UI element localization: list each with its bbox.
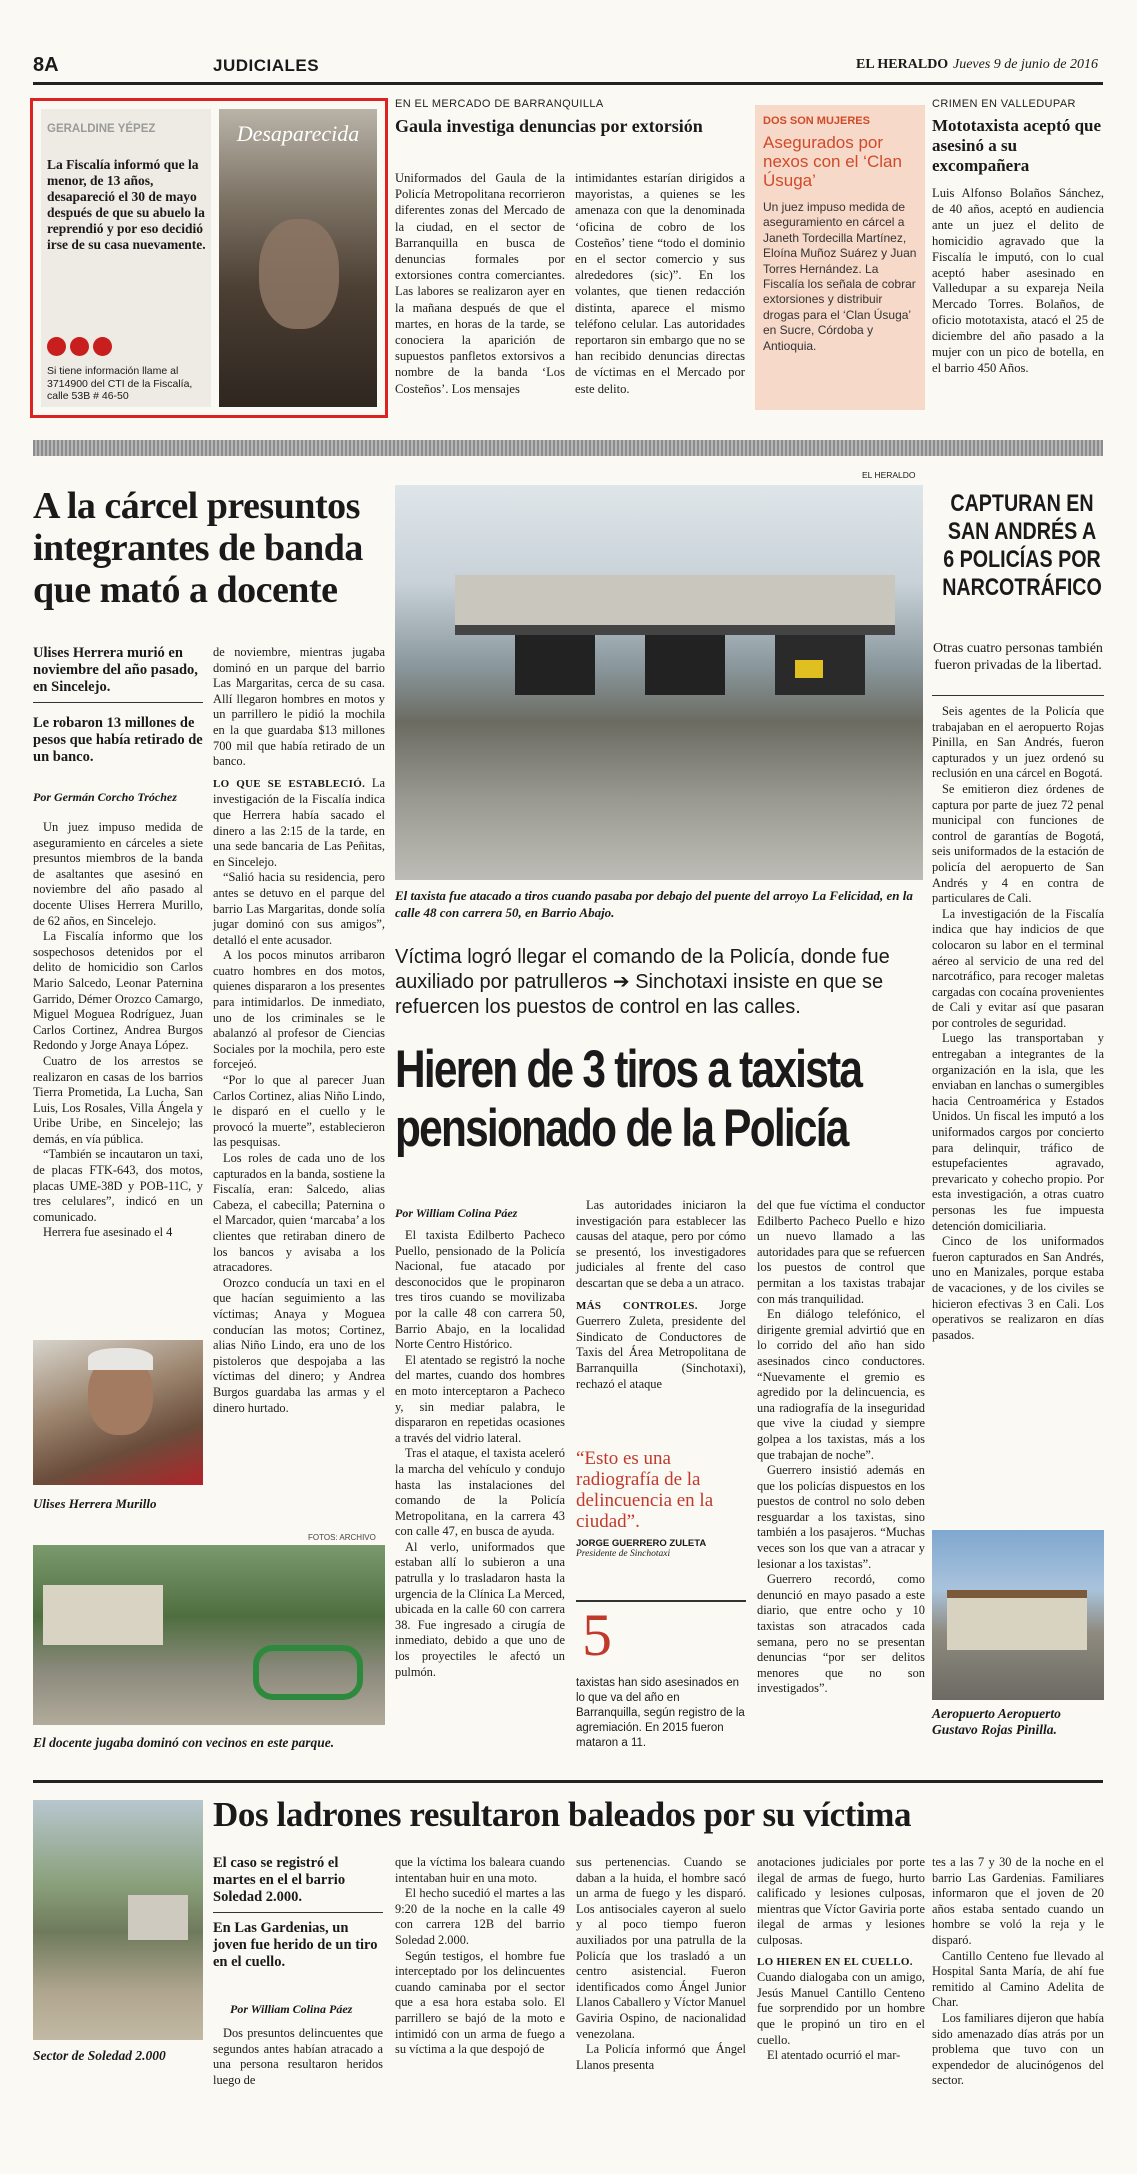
ladrones-byline: Por William Colina Páez: [230, 2002, 353, 2016]
issue-date: Jueves 9 de junio de 2016: [953, 57, 1099, 72]
taxista-c3c: Guerrero insistió además en que los policías dispuestos en los puestos de control no solo deben resguardar a los taxistas, sino también a los pasajeros. “Muchas veces son los que van a atracar y lesionar a los taxistas”.: [757, 1463, 925, 1571]
taxista-col3: [757, 1198, 925, 1697]
docente-col2: [213, 645, 385, 1416]
page-number: 8A: [33, 54, 59, 76]
docente-p5: Herrera fue asesinado el 4: [43, 1225, 173, 1240]
ladrones-c5c: Los familiares dijeron que había sido amenazado días atrás por un problema que tuvo con un expendedor de alucinógenos del sector.: [932, 2010, 1104, 2088]
docente-p1: Un juez impuso medida de aseguramiento en cárceles a siete presuntos miembros de la banda de asaltantes que asesinó en noviembre del año pasado al docente Ulises Herrera Murillo, de 62 años, en Sincelejo.: [33, 820, 203, 928]
stat-number: 5: [582, 1602, 612, 1668]
sanandres-sub: Otras cuatro personas también fueron privadas de la libertad.: [933, 641, 1103, 673]
clan-text: Un juez impuso medida de aseguramiento en cárcel a Janeth Tordecilla Martínez, Eloína Muñoz Suárez y Juan Torres Hernández. La Fiscalía los señala de cobrar extorsiones y distribuir drogas para el ‘Clan Úsuga’ en Sucre, Córdoba y Antioquia.: [763, 200, 917, 353]
gaula-col1: Uniformados del Gaula de la Policía Metropolitana recorrieron diferentes zonas del Mercado de la ciudad, en el sector de Barranquilla en busca de denuncias formales por extorsiones contra comerciantes. Las labores se realizaron ayer en la mañana después de que el martes, en horas de la tarde, se conociera la aparición de supuestos panfletos extorsivos a nombre de la banda ‘Los Costeños’. Los mensajes: [395, 171, 565, 396]
ladrones-c5b: Cantillo Centeno fue llevado al Hospital Santa María, de ahí fue remitido al Camino Adelita de Char.: [932, 1948, 1104, 2010]
clan-kicker: DOS SON MUJERES: [763, 115, 870, 127]
airport-caption: Aeropuerto Aeropuerto Gustavo Rojas Pinilla.: [932, 1706, 1061, 1737]
ladrones-col4: [757, 1855, 925, 2064]
ladrones-c2c: Según testigos, el hombre fue interceptado por los delincuentes cuando caminaba por el sector que a esa hora estaba solo. El parrillero se bajó de la moto e intimidó con un arma de fuego a su víctima a la que despojó de: [395, 1948, 565, 2057]
sanandres-p1: Seis agentes de la Policía que trabajaban en el aeropuerto Rojas Pinilla, en San Andrés, fueron capturados y un juez ordenó su reclusión en una cárcel en Bogotá.: [932, 704, 1104, 781]
park-caption: El docente jugaba dominó con vecinos en este parque.: [33, 1735, 335, 1750]
docente-title: A la cárcel presuntos integrantes de banda que mató a docente: [33, 485, 363, 611]
header-rule: [33, 82, 1103, 85]
pull-quote: [576, 1448, 746, 1559]
mail-icon: [70, 337, 89, 356]
sanandres-p5: Cinco de los uniformados fueron capturados en San Andrés, uno en Manizales, porque estaba de vacaciones, y de los civiles se hicieron efectivas 3 en Cali. Los operativos se realizaron en días pasados.: [932, 1234, 1104, 1342]
gaula-kicker: EN EL MERCADO DE BARRANQUILLA: [395, 98, 604, 110]
taxista-col2: [576, 1198, 746, 1392]
ladrones-summary-2: En Las Gardenias, un joven fue herido de un tiro en el cuello.: [213, 1920, 378, 1970]
phone-icon: [47, 337, 66, 356]
photo-credit: FOTOS: ARCHIVO: [308, 1533, 376, 1542]
missing-person-box: [30, 98, 388, 418]
sanandres-p2: Se emitieron diez órdenes de captura por parte de juez 72 penal municipal con funciones de control de garantías de Bogotá, seis uniformados de la estación de policía del aeropuerto de San Andrés y 4 en contra de particulares de Cali.: [932, 781, 1104, 906]
taxista-c3: del que fue víctima el conductor Edilberto Pacheco Puello e hizo un nuevo llamado a las autoridades para que se refuercen los puestos de control que permitan a los taxistas trabajar con más tranquilidad.: [757, 1198, 925, 1306]
ladrones-c2b: El hecho sucedió el martes a las 9:20 de la noche en la calle 49 con carrera 12B del barrio Soledad 2.000.: [395, 1886, 565, 1947]
ladrones-c2: que la víctima los baleara cuando intentaban huir en una moto.: [395, 1855, 565, 1885]
sanandres-title: CAPTURAN EN SAN ANDRÉS A 6 POLICÍAS POR NARCOTRÁFICO: [942, 490, 1102, 601]
soledad-photo: [33, 1800, 203, 2040]
quote-author: JORGE GUERRERO ZULETA: [576, 1538, 707, 1549]
park-photo: [33, 1545, 385, 1725]
sanandres-body: [932, 704, 1104, 1343]
section-name: JUDICIALES: [213, 56, 320, 75]
ladrones-summary-1: El caso se registró el martes en el el barrio Soledad 2.000.: [213, 1855, 346, 1905]
moto-kicker: CRIMEN EN VALLEDUPAR: [932, 98, 1076, 110]
mototaxista-article: [932, 98, 1104, 418]
ladrones-c4b: Cuando dialogaba con un amigo, Jesús Manuel Cantillo Centeno fue sorprendido por un hombre que le propinó un tiro en el cuello.: [757, 1970, 925, 2047]
stat-text: taxistas han sido asesinados en lo que va del año en Barranquilla, según registro de la agremiación. En 2015 fueron mataron a 11.: [576, 1677, 745, 1749]
paper-name: EL HERALDO: [856, 57, 949, 72]
taxista-title: Hieren de 3 tiros a taxista pensionado de la Policía: [395, 1040, 862, 1158]
bridge-caption: El taxista fue atacado a tiros cuando pasaba por debajo del puente del arroyo La Felicidad, en la calle 48 con carrera 50, en Barrio Abajo.: [395, 888, 913, 920]
separator-bar: [33, 440, 1103, 456]
ladrones-col1: [213, 2026, 383, 2088]
docente-p3: Cuatro de los arrestos se realizaron en casas de los barrios Tierra Prometida, La Lucha, San Luis, Los Rosales, Villa Ángela y Uribe Uribe, en Sincelejo; las demás, en vía pública.: [33, 1053, 203, 1146]
docente-p10: “Por lo que al parecer Juan Carlos Cortinez, alias Niño Lindo, le disparó en el cuello y le provocó la muerte”, establecieron las pesquisas.: [213, 1073, 385, 1150]
taxista-byline: Por William Colina Páez: [395, 1206, 518, 1220]
moto-text: Luis Alfonso Bolaños Sánchez, de 40 años, aceptó en audiencia ante un juez el delito de homicidio agravado que la Fiscalía le imputó, con lo cual aceptó haber asesinado en Valledupar a su expareja Neila Mercado Torres. Bolaños, de oficio mototaxista, atacó el 25 de diciembre del año pasado a la mujer con un pico de botella, en el barrio 450 Años.: [932, 186, 1104, 375]
bridge-photo: [395, 485, 923, 880]
ladrones-c3b: La Policía informó que Ángel Llanos presenta: [576, 2042, 746, 2072]
docente-p4: “También se incautaron un taxi, de placas FTK-643, dos motos, placas UME-38D y POB-11C, y tres celulares”, indicó en un comunicado.: [33, 1147, 203, 1224]
docente-summary-1: Ulises Herrera murió en noviembre del año pasado, en Sincelejo.: [33, 645, 198, 695]
docente-p11: Los roles de cada uno de los capturados en la banda, sostiene la Fiscalía, eran: Salcedo, alias Cabeza, el cabecilla; Paternina o el Marcador, quien ‘marcaba’ a los clientes que retiraban dinero de los bancos y avisaba a los atracadores.: [213, 1151, 385, 1275]
sanandres-p3: La investigación de la Fiscalía indica que hay indicios de que colocaron su labor en el terminal aéreo al servicio de una red del narcotráfico, para recoger maletas cargadas con cocaína provenientes de Cali y evitar así que pasaran por controles de seguridad.: [932, 906, 1104, 1030]
taxista-col1: [395, 1228, 565, 1680]
ladrones-title: Dos ladrones resultaron baleados por su víctima: [213, 1795, 912, 1834]
missing-summary: La Fiscalía informó que la menor, de 13 años, desapareció el 30 de mayo después de que su abuelo la reprendió y por eso decidió irse de su casa nuevamente.: [47, 157, 206, 252]
missing-girl-photo: [219, 109, 377, 407]
ladrones-subhead: LO HIEREN EN EL CUELLO.: [757, 1955, 913, 1968]
docente-p9: A los pocos minutos arribaron cuatro hombres en dos motos, quienes dispararon a los presentes para intimidarlos. De inmediato, uno de los criminales se le abalanzó al profesor de Ciencias Sociales por la mochila, pero este forcejeó.: [213, 948, 385, 1072]
ulises-photo: [33, 1340, 203, 1485]
taxista-c1c: Tras el ataque, el taxista aceleró la marcha del vehículo y condujo hasta las instalaciones del comando de la Policía Metropolitana, en la carrera 43 con calle 47, en busca de ayuda.: [395, 1446, 565, 1539]
ladrones-col3: [576, 1855, 746, 2073]
taxista-subhead: MÁS CONTROLES.: [576, 1299, 698, 1312]
taxista-c3b: En diálogo telefónico, el dirigente gremial advirtió que en lo corrido del año han sido asesinados cinco conductores. “Nuevamente el gremio es agredido por la delincuencia, es una radiografía de la inseguridad que vive la ciudad y siempre golpea a los taxistas, más a los que trabajan de noche”.: [757, 1307, 925, 1462]
taxista-c2b: Jorge Guerrero Zuleta, presidente del Sindicato de Conductores de Taxis del Área Metropolitana de Barranquilla (Sinchotaxi), rechazó el ataque: [576, 1297, 746, 1391]
docente-summary-2: Le robaron 13 millones de pesos que había retirado de un banco.: [33, 715, 203, 765]
gaula-title: Gaula investiga denuncias por extorsión: [395, 116, 703, 136]
page-header: [33, 52, 1103, 86]
docente-byline: Por Germán Corcho Tróchez: [33, 790, 177, 804]
moto-title: Mototaxista aceptó que asesinó a su excompañera: [932, 116, 1102, 175]
taxista-c3d: Guerrero recordó, como denunció en mayo pasado a este diario, que entre ocho y 10 taxistas son atracados cada semana, pero no se presentan denuncias “por ser delitos menores que no son investigados”.: [757, 1572, 925, 1696]
missing-author: GERALDINE YÉPEZ: [47, 123, 156, 135]
taxista-c1d: Al verlo, uniformados que estaban allí lo subieron a una patrulla y lo trasladaron hasta la urgencia de la Clínica La Merced, ubicada en la calle 60 con carrera 38. Fue ingresado a cirugía de inmediato, debido a que uno de los proyectiles le afectó un pulmón.: [395, 1539, 565, 1679]
ladrones-c5: tes a las 7 y 30 de la noche en el barrio Las Gardenias. Familiares informaron que el joven de 20 años estaba sentado cuando un hombre se voló la reja y le disparó.: [932, 1855, 1104, 1947]
bottom-rule: [33, 1780, 1103, 1783]
taxista-c1: El taxista Edilberto Pacheco Puello, pensionado de la Policía Nacional, fue atacado por desconocidos que le propinaron tres tiros cuando se movilizaba por la calle 48 con carrera 50, Barrio Abajo, en la localidad Norte Centro Histórico.: [395, 1228, 565, 1352]
docente-p12: Orozco conducía un taxi en el que hacían seguimiento a las víctimas; Anaya y Moguea conducían las motos; Cortinez, alias Niño Lindo, era uno de los pistoleros que despojaba a las víctimas del dinero; y Andrea Burgos guardaba las armas y el dinero hurtado.: [213, 1275, 385, 1415]
taxista-c1b: El atentado se registró la noche del martes, cuando dos hombres en moto interceptaron a Pacheco y, sin mediar palabra, le dispararon en repetidas ocasiones a través del vidrio lateral.: [395, 1352, 565, 1445]
ladrones-c4c: El atentado ocurrió el mar-: [767, 2048, 901, 2063]
docente-subhead: LO QUE SE ESTABLECIÓ.: [213, 777, 366, 790]
ladrones-c4: anotaciones judiciales por porte ilegal de armas de fuego, hurto calificado y lesiones culposas, mientras que Víctor Gaviria porte ilegal de armas y lesiones culposas.: [757, 1855, 925, 1947]
clan-title: Asegurados por nexos con el ‘Clan Úsuga’: [763, 133, 902, 190]
ulises-caption: Ulises Herrera Murillo: [33, 1496, 157, 1511]
soledad-caption: Sector de Soledad 2.000: [33, 2048, 166, 2063]
docente-p8: “Salió hacia su residencia, pero antes se detuvo en el parque del barrio Las Margaritas, donde solía jugar dominó con sus amigos”, detalló el ente acusador.: [213, 870, 385, 947]
gaula-col2: intimidantes estarían dirigidos a mayoristas, a quienes se les amenaza con que la denominada ‘oficina de cobro de los Costeños’ tiene “todo el dominio en el sector comercio y sus alrededores (sic)”. En los volantes, que tienen redacción distinta, aparece el mismo teléfono celular. Las autoridades reportaron sin embargo que no se han recibido denuncias directas de víctimas en el Mercado por este delito.: [575, 171, 745, 396]
call-icon: [93, 337, 112, 356]
ladrones-col2: [395, 1855, 565, 2058]
missing-info: Si tiene información llame al 3714900 del CTI de la Fiscalía, calle 53B # 46-50: [47, 365, 193, 402]
docente-p2: La Fiscalía informo que los sospechosos detenidos por el delito de homicidio son Carlos Mario Salcedo, Leonar Paternina Garrido, Démer Orozco Camargo, Miguel Moguea Rodríguez, Juan Carlos Cortinez, Andrea Burgos Redondo y Jorge Anaya López.: [33, 929, 203, 1053]
taxi-photo-credit: EL HERALDO: [862, 470, 916, 480]
clan-usuga-box: [755, 105, 925, 410]
ladrones-col5: [932, 1855, 1104, 2089]
quote-role: Presidente de Sinchotaxi: [576, 1549, 671, 1559]
missing-label: Desaparecida: [236, 121, 360, 146]
gaula-article: [395, 98, 745, 418]
airport-photo: [932, 1530, 1104, 1700]
taxista-c2: Las autoridades iniciaron la investigación para establecer las causas del ataque, pero por cómo se presentó, los investigadores judiciales al frente del caso descartan que se deba a un atraco.: [576, 1198, 746, 1290]
docente-p7: La investigación de la Fiscalía indica que Herrera había sacado el dinero a las 2:15 de la tarde, en una sede bancaria de Las Peñitas, en Sincelejo.: [213, 775, 385, 869]
sanandres-p4: Luego las transportaban y entregaban a integrantes de la organización en la isla, que les enviaban en lanchas o sumergibles hacia Centroamérica y Estados Unidos. Un fiscal les imputó a los uniformados cargos por concierto para delinquir, tráfico de estupefacientes agravado, prevaricato y cohecho propio. Por esta investigación, a otras cuatro personas les fue impuesta detención domiciliaria.: [932, 1031, 1104, 1233]
docente-p6: de noviembre, mientras jugaba dominó en un parque del barrio Las Margaritas, cerca de su casa. Allí llegaron hombres en motos y un parrillero le pidió la mochila en la que guardaba $13 millones 700 mil que había retirado de un banco.: [213, 645, 385, 769]
ladrones-p1: Dos presuntos delincuentes que segundos antes habían atracado a una persona resultaron heridos luego de: [213, 2026, 383, 2087]
quote-text: “Esto es una radiografía de la delincuencia en la ciudad”.: [576, 1448, 714, 1532]
docente-col1: [33, 820, 203, 1241]
taxista-deck: Víctima logró llegar el comando de la Policía, donde fue auxiliado por patrulleros ➔ Sinchotaxi insiste en que se refuercen los puestos de control en las calles.: [395, 946, 890, 1018]
ladrones-c3: sus pertenencias. Cuando se daban a la huida, el hombre sacó un arma de fuego y les disparó. Los antisociales cayeron al suelo y al poco tiempo fueron auxiliados por una patrulla de la Policía que los trasladó a un centro asistencial. Fueron identificados como Ángel Junior Llanos Caballero y Víctor Manuel Gaviria Ospino, de nacionalidad venezolana.: [576, 1855, 746, 2041]
